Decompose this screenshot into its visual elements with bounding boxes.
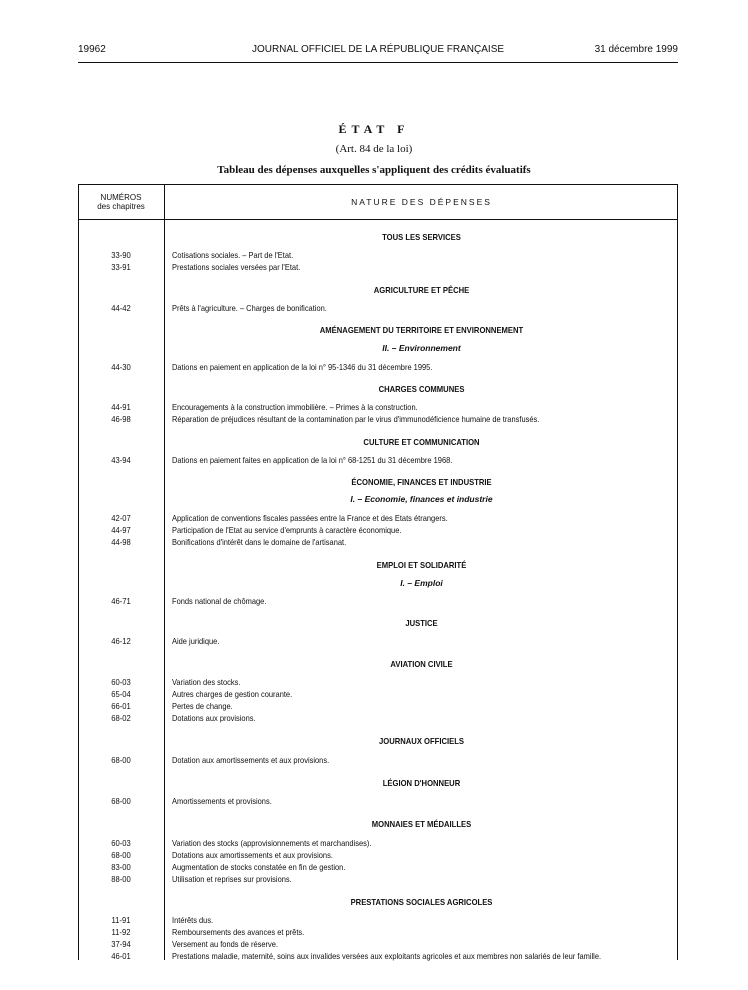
expense-description: Variation des stocks (approvisionnements et marchandises).: [172, 838, 372, 848]
chapter-code: 68-00: [111, 796, 131, 806]
section-title: ÉCONOMIE, FINANCES ET INDUSTRIE: [351, 477, 492, 487]
header-rule: [78, 62, 678, 63]
column-header-nature: NATURE DES DÉPENSES: [351, 197, 492, 207]
etat-title: ÉTAT F: [338, 122, 410, 136]
column-header-numeros-line1: NUMÉROS: [100, 193, 142, 202]
expense-description: Dations en paiement en application de la loi n° 95-1346 du 31 décembre 1995.: [172, 362, 433, 372]
article-reference: (Art. 84 de la loi): [335, 143, 413, 155]
expense-description: Remboursements des avances et prêts.: [172, 927, 305, 937]
chapter-code: 11-92: [111, 927, 131, 937]
section-subtitle: I. – Economie, finances et industrie: [350, 494, 493, 504]
expense-description: Variation des stocks.: [172, 677, 241, 687]
expense-description: Augmentation de stocks constatée en fin de gestion.: [172, 862, 346, 872]
table-caption: Tableau des dépenses auxquelles s'appliquent des crédits évaluatifs: [217, 164, 531, 176]
expense-description: Dotations aux amortissements et aux provisions.: [172, 850, 333, 860]
expense-description: Dotation aux amortissements et aux provisions.: [172, 755, 330, 765]
chapter-code: 44-42: [111, 303, 131, 313]
chapter-code: 65-04: [111, 689, 131, 699]
expense-description: Prestations maladie, maternité, soins aux invalides versées aux exploitants agricoles et aux membres non salariés de leur famille.: [172, 951, 602, 961]
expense-description: Bonifications d'intérêt dans le domaine de l'artisanat.: [172, 537, 347, 547]
chapter-code: 43-94: [111, 455, 131, 465]
chapter-code: 46-01: [111, 951, 131, 961]
chapter-code: 37-94: [111, 939, 131, 949]
expense-description: Versement au fonds de réserve.: [172, 939, 279, 949]
chapter-code: 44-30: [111, 362, 131, 372]
header-row-rule: [78, 219, 678, 220]
section-title: AVIATION CIVILE: [390, 659, 453, 669]
expense-description: Application de conventions fiscales passées entre la France et des Etats étrangers.: [172, 513, 448, 523]
chapter-code: 44-98: [111, 537, 131, 547]
expense-description: Encouragements à la construction immobilière. – Primes à la construction.: [172, 402, 418, 412]
chapter-code: 83-00: [111, 862, 131, 872]
section-title: PRESTATIONS SOCIALES AGRICOLES: [350, 897, 493, 907]
expense-description: Prêts à l'agriculture. – Charges de bonification.: [172, 303, 327, 313]
chapter-code: 60-03: [111, 838, 131, 848]
section-title: CHARGES COMMUNES: [378, 384, 465, 394]
publication-date: 31 décembre 1999: [594, 44, 678, 55]
chapter-code: 68-02: [111, 713, 131, 723]
chapter-code: 46-71: [111, 596, 131, 606]
section-title: AMÉNAGEMENT DU TERRITOIRE ET ENVIRONNEMENT: [319, 325, 524, 335]
section-title: JUSTICE: [405, 618, 438, 628]
expense-description: Dations en paiement faites en application de la loi n° 68-1251 du 31 décembre 1968.: [172, 455, 453, 465]
expense-description: Dotations aux provisions.: [172, 713, 256, 723]
chapter-code: 44-91: [111, 402, 131, 412]
column-header-numeros-line2: des chapitres: [97, 202, 145, 211]
chapter-code: 60-03: [111, 677, 131, 687]
chapter-code: 68-00: [111, 850, 131, 860]
expense-description: Fonds national de chômage.: [172, 596, 267, 606]
page-header: [78, 44, 678, 58]
section-title: MONNAIES ET MÉDAILLES: [371, 819, 472, 829]
chapter-code: 42-07: [111, 513, 131, 523]
expense-description: Réparation de préjudices résultant de la contamination par le virus d'immunodéficience humaine de transfusés.: [172, 414, 540, 424]
expense-description: Autres charges de gestion courante.: [172, 689, 293, 699]
chapter-code: 46-98: [111, 414, 131, 424]
expense-description: Utilisation et reprises sur provisions.: [172, 874, 292, 884]
chapter-code: 68-00: [111, 755, 131, 765]
column-divider: [164, 184, 165, 960]
section-title: EMPLOI ET SOLIDARITÉ: [376, 560, 467, 570]
expense-description: Participation de l'Etat au service d'emprunts à caractère économique.: [172, 525, 402, 535]
section-title: CULTURE ET COMMUNICATION: [363, 437, 480, 447]
section-subtitle: II. – Environnement: [382, 343, 461, 353]
chapter-code: 66-01: [111, 701, 131, 711]
expense-description: Prestations sociales versées par l'Etat.: [172, 262, 301, 272]
section-title: JOURNAUX OFFICIELS: [378, 736, 464, 746]
column-header-numeros: [78, 193, 164, 211]
expense-description: Cotisations sociales. – Part de l'Etat.: [172, 250, 294, 260]
chapter-code: 44-97: [111, 525, 131, 535]
expense-description: Aide juridique.: [172, 636, 220, 646]
chapter-code: 33-90: [111, 250, 131, 260]
chapter-code: 11-91: [111, 915, 131, 925]
expense-description: Pertes de change.: [172, 701, 233, 711]
chapter-code: 33-91: [111, 262, 131, 272]
section-title: AGRICULTURE ET PÊCHE: [373, 285, 470, 295]
expense-description: Intérêts dus.: [172, 915, 214, 925]
section-title: TOUS LES SERVICES: [382, 232, 461, 242]
journal-title: JOURNAL OFFICIEL DE LA RÉPUBLIQUE FRANÇAISE: [251, 44, 505, 55]
section-title: LÉGION D'HONNEUR: [382, 778, 461, 788]
expense-description: Amortissements et provisions.: [172, 796, 272, 806]
chapter-code: 46-12: [111, 636, 131, 646]
section-subtitle: I. – Emploi: [400, 578, 443, 588]
chapter-code: 88-00: [111, 874, 131, 884]
page-number: 19962: [78, 44, 106, 55]
